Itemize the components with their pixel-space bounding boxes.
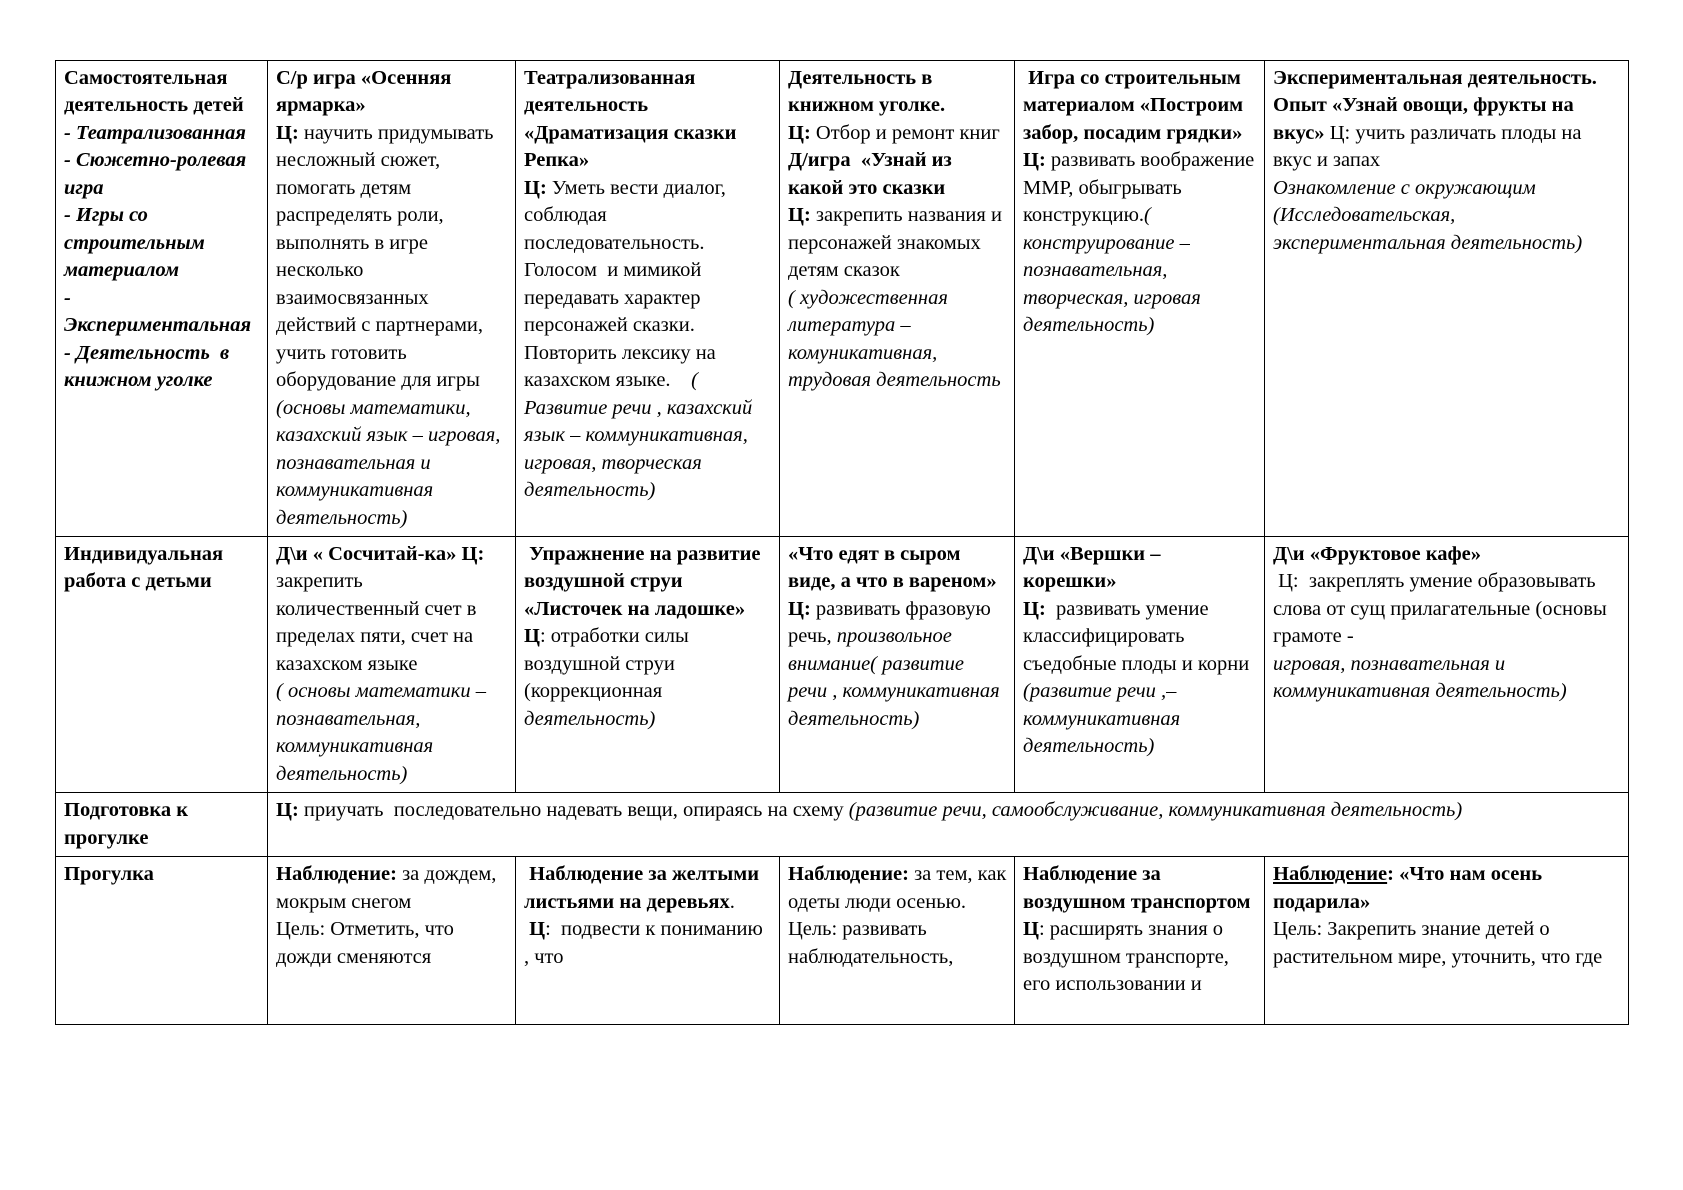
cell-deyatelnost-v-knizhnom-ugolke: Деятельность в книжном уголке. Ц: Отбор и ремонт книг Д/игра «Узнай из какой это сказки Ц: закрепить названия и персонажей знакомых детям сказок ( художественная литература – комуникативная, трудовая деятельность xyxy=(780,61,1015,537)
cell-nablyudenie-dozhd: Наблюдение: за дождем, мокрым снегом Цель: Отметить, что дожди сменяются xyxy=(268,857,516,1025)
daily-plan-table xyxy=(55,60,1629,1025)
table-row-progulka xyxy=(56,857,1629,1025)
cell-di-vershki-koreshki: Д\и «Вершки – корешки» Ц: развивать умение классифицировать съедобные плоды и корни (развитие речи ,– коммуникативная деятельность) xyxy=(1015,536,1265,792)
table-body xyxy=(56,61,1629,1025)
cell-chto-edyat-v-syrom-vide: «Что едят в сыром виде, а что в вареном» Ц: развивать фразовую речь, произвольное внимание( развитие речи , коммуникативная деятельность) xyxy=(780,536,1015,792)
cell-di-soschitayka: Д\и « Сосчитай-ка» Ц: закрепить количественный счет в пределах пяти, счет на казахском языке ( основы математики – познавательная, коммуникативная деятельность) xyxy=(268,536,516,792)
cell-eksperimentalnaya-deyatelnost: Экспериментальная деятельность. Опыт «Узнай овощи, фрукты на вкус» Ц: учить различать плоды на вкус и запах Ознакомление с окружающим (Исследовательская, экспериментальная деятельность) xyxy=(1265,61,1629,537)
cell-igra-so-stroitelnym-materialom: Игра со строительным материалом «Построим забор, посадим грядки» Ц: развивать воображение ММР, обыгрывать конструкцию.( конструирование – познавательная, творческая, игровая деятельность) xyxy=(1015,61,1265,537)
cell-nablyudenie-odezhda-lyudey: Наблюдение: за тем, как одеты люди осенью. Цель: развивать наблюдательность, xyxy=(780,857,1015,1025)
table-row-samostoyatelnaya-deyatelnost xyxy=(56,61,1629,537)
cell-nablyudenie-chto-nam-osen-podarila: Наблюдение: «Что нам осень подарила» Цель: Закрепить знание детей о растительном мире, уточнить, что где xyxy=(1265,857,1629,1025)
cell-nablyudenie-vozdushnyy-transport: Наблюдение за воздушном транспортом Ц: расширять знания о воздушном транспорте, его использовании и xyxy=(1015,857,1265,1025)
cell-teatralizovannaya-deyatelnost: Театрализованная деятельность «Драматизация сказки Репка» Ц: Уметь вести диалог, соблюдая последовательность. Голосом и мимикой передавать характер персонажей сказки. Повторить лексику на казахском языке. ( Развитие речи , казахский язык – коммуникативная, игровая, творческая деятельность) xyxy=(516,61,780,537)
cell-di-fruktovoe-kafe: Д\и «Фруктовое кафе» Ц: закреплять умение образовывать слова от сущ прилагательные (основы грамоте - игровая, познавательная и коммуникативная деятельность) xyxy=(1265,536,1629,792)
row-header-individualnaya-rabota: Индивидуальная работа с детьми xyxy=(56,536,268,792)
table-row-podgotovka-k-progulke xyxy=(56,793,1629,857)
cell-uprazhnenie-vozdushnoy-strui: Упражнение на развитие воздушной струи «Листочек на ладошке» Ц: отработки силы воздушной струи (коррекционная деятельность) xyxy=(516,536,780,792)
cell-podgotovka-k-progulke-text: Ц: приучать последовательно надевать вещи, опираясь на схему (развитие речи, самообслуживание, коммуникативная деятельность) xyxy=(268,793,1629,857)
cell-nablyudenie-zheltye-listya: Наблюдение за желтыми листьями на деревьях. Ц: подвести к пониманию , что xyxy=(516,857,780,1025)
table-row-individualnaya-rabota xyxy=(56,536,1629,792)
row-header-progulka: Прогулка xyxy=(56,857,268,1025)
row-header-samostoyatelnaya-deyatelnost: Самостоятельная деятельность детей - Театрализованная - Сюжетно-ролевая игра - Игры со строительным материалом - Экспериментальная - Деятельность в книжном уголке xyxy=(56,61,268,537)
row-header-podgotovka-k-progulke: Подготовка к прогулке xyxy=(56,793,268,857)
cell-sr-igra-osennyaya-yarmarka: С/р игра «Осенняя ярмарка» Ц: научить придумывать несложный сюжет, помогать детям распределять роли, выполнять в игре несколько взаимосвязанных действий с партнерами, учить готовить оборудование для игры (основы математики, казахский язык – игровая, познавательная и коммуникативная деятельность) xyxy=(268,61,516,537)
